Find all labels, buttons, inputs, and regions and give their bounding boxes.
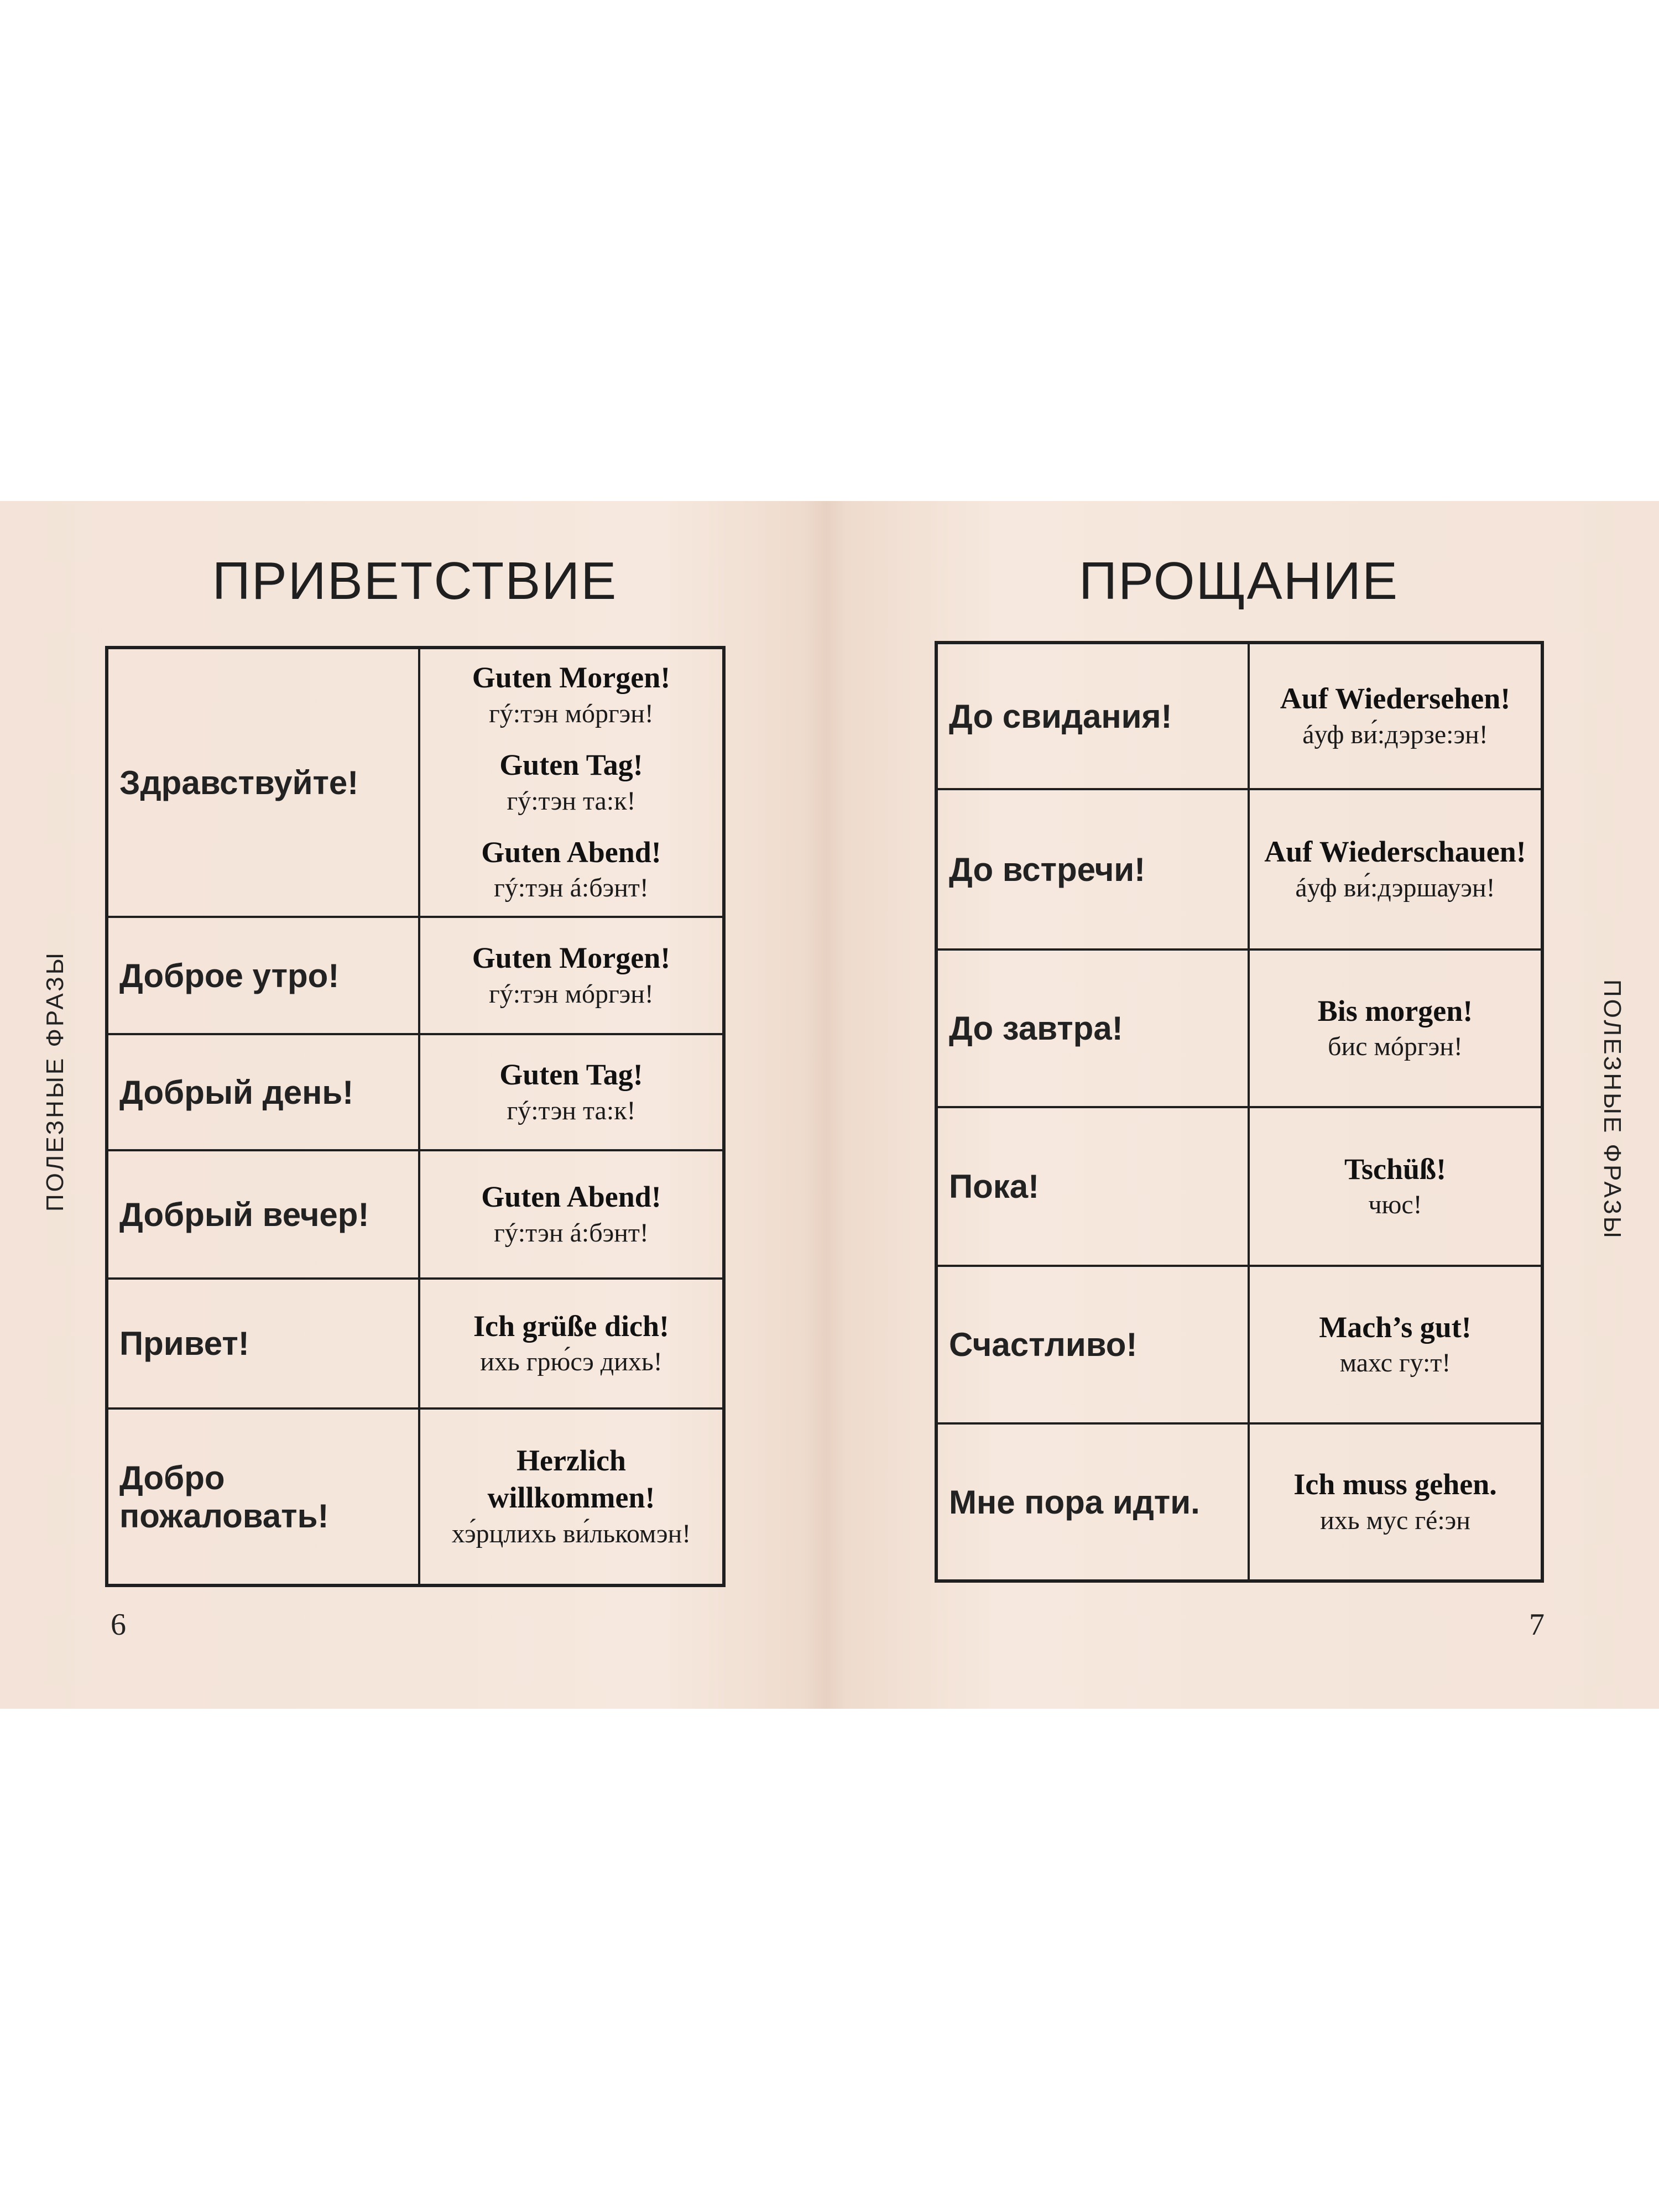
german-phrase: Ich muss gehen. [1293,1468,1497,1501]
german-translation [1249,950,1542,1107]
table-row [936,1266,1542,1423]
transcription: áуф ви́:дэрзе:эн! [1302,719,1488,749]
german-phrase: Guten Tag! [499,748,643,782]
right-page [824,501,1659,1709]
russian-phrase: До встречи! [936,789,1249,950]
german-translation [1249,1423,1542,1581]
german-phrase: Mach’s gut! [1319,1310,1472,1344]
transcription: хэ́рцлихь ви́лькомэн! [451,1519,691,1548]
left-page [0,501,824,1709]
russian-phrase: Пока! [936,1107,1249,1266]
transcription: гý:тэн мóргэн! [489,698,654,728]
transcription: ихь мус гé:эн [1320,1505,1470,1535]
german-translation [419,1150,724,1279]
russian-phrase: Здравствуйте! [107,648,419,917]
transcription: гý:тэн á:бэнт! [494,873,649,903]
german-phrase: Guten Abend! [481,835,661,869]
german-translation [1249,643,1542,789]
russian-phrase: Добро пожаловать! [107,1408,419,1585]
german-translation [419,648,724,917]
table-row [107,917,724,1034]
german-translation [419,1034,724,1150]
table-row [936,1423,1542,1581]
german-phrase: Bis morgen! [1317,994,1473,1027]
russian-phrase: Добрый вечер! [107,1150,419,1279]
russian-phrase: Мне пора идти. [936,1423,1249,1581]
transcription: гý:тэн та:к! [507,1095,636,1125]
transcription: гý:тэн та:к! [507,786,636,816]
german-phrase: Guten Tag! [499,1058,643,1092]
table-row [107,1408,724,1585]
german-phrase: Herzlich willkommen! [487,1443,655,1515]
german-phrase: Guten Morgen! [472,941,671,975]
book-spread [0,501,1659,1709]
russian-phrase: До свидания! [936,643,1249,789]
russian-phrase: Добрый день! [107,1034,419,1150]
table-row [107,648,724,917]
transcription: гý:тэн мóргэн! [489,979,654,1009]
table-row [107,1034,724,1150]
page-title: ПРИВЕТСТВИЕ [212,551,618,611]
page-title: ПРОЩАНИЕ [1079,551,1399,611]
transcription: гý:тэн á:бэнт! [494,1218,649,1248]
farewells-table [935,641,1544,1583]
transcription: махс гу:т! [1339,1348,1451,1378]
table-row [936,789,1542,950]
german-translation [1249,789,1542,950]
table-row [107,1279,724,1408]
side-label: ПОЛЕЗНЫЕ ФРАЗЫ [1599,979,1626,1240]
russian-phrase: Счастливо! [936,1266,1249,1423]
transcription: чюс! [1368,1190,1422,1220]
german-phrase: Auf Wiedersehen! [1280,682,1511,716]
german-phrase: Tschüß! [1344,1152,1447,1186]
transcription: ихь грю́сэ дихь! [480,1347,662,1377]
german-phrase: Guten Morgen! [472,661,671,695]
german-phrase: Ich grüße dich! [473,1309,670,1343]
german-translation [419,1279,724,1408]
side-label: ПОЛЕЗНЫЕ ФРАЗЫ [41,951,69,1212]
transcription: бис мóргэн! [1328,1032,1463,1062]
russian-phrase: Доброе утро! [107,917,419,1034]
page-number: 7 [1529,1608,1545,1642]
table-row [936,1107,1542,1266]
german-phrase: Guten Abend! [481,1180,661,1214]
german-translation [419,1408,724,1585]
page-number: 6 [111,1608,126,1642]
german-translation [419,917,724,1034]
russian-phrase: До завтра! [936,950,1249,1107]
greetings-table [105,646,726,1587]
german-translation [1249,1266,1542,1423]
table-row [936,950,1542,1107]
russian-phrase: Привет! [107,1279,419,1408]
table-row [107,1150,724,1279]
transcription: áуф ви́:дэршауэн! [1295,873,1495,902]
table-row [936,643,1542,789]
german-phrase: Auf Wiederschauen! [1264,835,1526,869]
german-translation [1249,1107,1542,1266]
